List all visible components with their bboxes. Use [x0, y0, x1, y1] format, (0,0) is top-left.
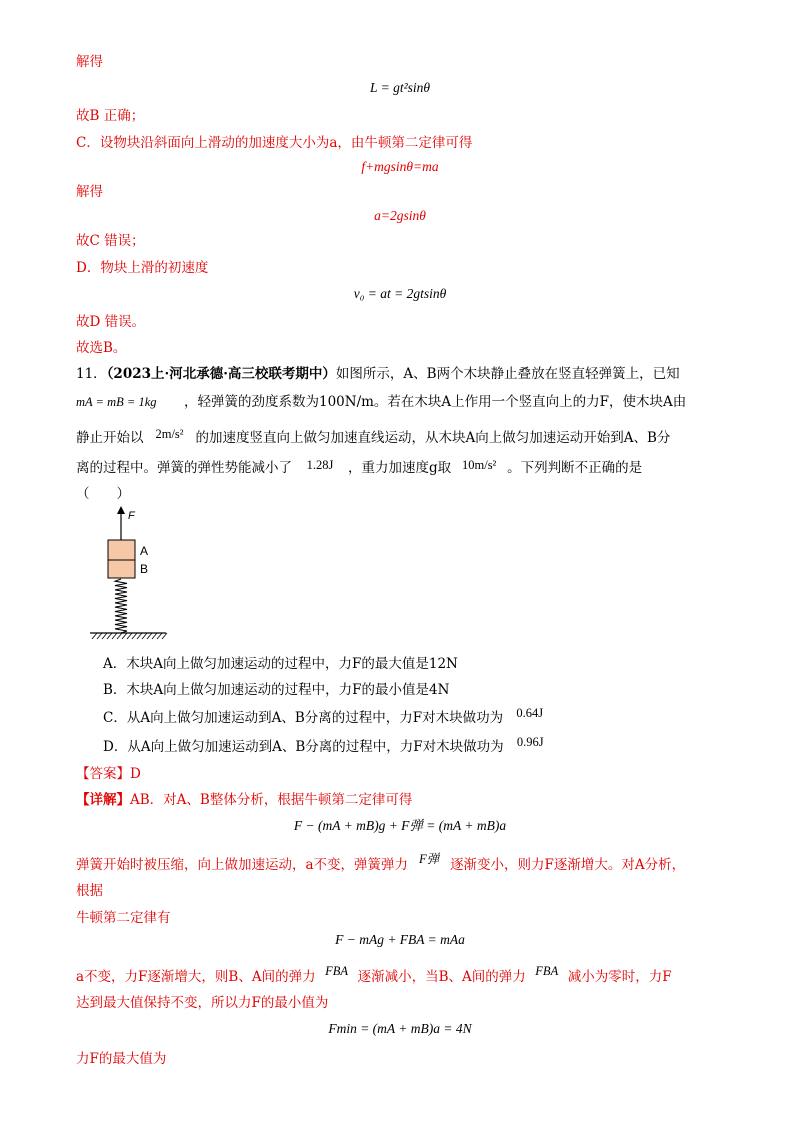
- detail-line-2: [76, 852, 686, 875]
- solution-line-jiede: 解得: [76, 54, 103, 70]
- detail-line-1: [76, 790, 412, 810]
- block-a: [108, 540, 135, 560]
- hatch-line: [97, 633, 102, 639]
- solution-line-d-wrong: 故D 错误。: [76, 314, 146, 330]
- question-number: 11．: [76, 366, 107, 382]
- acceleration-value: 2m/s²: [155, 427, 184, 441]
- detail-line-7: 力F的最大值为: [76, 1051, 167, 1067]
- solution-line-d-intro: D．物块上滑的初速度: [76, 260, 209, 276]
- spring: [115, 579, 127, 633]
- detail-line-5: [76, 964, 672, 987]
- solution-line-jiede-2: 解得: [76, 184, 103, 200]
- question-11-line-4: [76, 458, 642, 478]
- hatch-line: [107, 633, 112, 639]
- hatch-line: [137, 633, 142, 639]
- solution-line-b-correct: 故B 正确；: [76, 108, 145, 124]
- force-label: F: [128, 510, 135, 522]
- solution-line-c-wrong: 故C 错误；: [76, 233, 145, 249]
- gravity-value: 10m/s²: [462, 458, 497, 472]
- question-source: （2023上·河北承德·高三校联考期中）: [106, 366, 336, 382]
- option-d-text: D．从A向上做匀加速运动到A、B分离的过程中，力F对木块做功为: [103, 739, 504, 755]
- fba-symbol-1: FBA: [325, 964, 349, 978]
- mass-equation: mA = mB = 1kg: [76, 395, 157, 409]
- energy-value: 1.28J: [306, 458, 334, 472]
- detail-tag: 【详解】: [76, 792, 130, 808]
- option-d-value: 0.96J: [516, 735, 544, 749]
- question-11-line-2: [76, 392, 686, 412]
- question-text: 如图所示，A、B两个木块静止叠放在竖直轻弹簧上，已知: [335, 366, 680, 382]
- block-a-label: A: [140, 544, 149, 558]
- solution-line-choose-b: 故选B。: [76, 340, 127, 356]
- ground-hatch: [92, 633, 167, 639]
- answer-blank: （ ）: [76, 486, 130, 502]
- hatch-line: [117, 633, 122, 639]
- question-text: 离的过程中。弹簧的弹性势能减小了: [76, 460, 292, 476]
- question-text: 静止开始以: [76, 430, 144, 446]
- option-c-value: 0.64J: [516, 706, 544, 720]
- spring-blocks-figure: [88, 505, 168, 645]
- equation-2: F − mAg + FBA = mAa: [335, 932, 465, 947]
- question-text: 。下列判断不正确的是: [507, 460, 643, 476]
- option-c: [103, 708, 543, 728]
- spring-force-symbol: F弹: [418, 852, 440, 866]
- block-b-label: B: [140, 562, 149, 576]
- question-11-line-1: [76, 364, 680, 384]
- answer-line: 【答案】D: [76, 766, 141, 782]
- solution-line-c-intro: C．设物块沿斜面向上滑动的加速度大小为a，由牛顿第二定律可得: [76, 135, 473, 151]
- equation-1: F − (mA + mB)g + F弹 = (mA + mB)a: [293, 818, 507, 833]
- equation-newton: f+mgsinθ=ma: [361, 159, 439, 174]
- equation-v0: v₀ = at = 2gtsinθ: [353, 286, 447, 301]
- detail-line-3: 根据: [76, 883, 103, 899]
- hatch-line: [112, 633, 117, 639]
- detail-text: 弹簧开始时被压缩，向上做加速运动，a不变，弹簧弹力: [76, 857, 409, 873]
- hatch-line: [132, 633, 137, 639]
- force-arrow-head: [117, 506, 125, 514]
- question-text: ，轻弹簧的劲度系数为100N/m。若在木块A上作用一个竖直向上的力F，使木块A由: [184, 394, 687, 410]
- hatch-line: [162, 633, 167, 639]
- fba-symbol-2: FBA: [535, 964, 559, 978]
- hatch-line: [147, 633, 152, 639]
- detail-line-4: 牛顿第二定律有: [76, 910, 171, 926]
- equation-a: a=2gsinθ: [374, 208, 426, 223]
- detail-text: AB．对A、B整体分析，根据牛顿第二定律可得: [130, 792, 413, 808]
- spring-coil: [115, 579, 127, 633]
- hatch-line: [127, 633, 132, 639]
- question-text: 的加速度竖直向上做匀加速直线运动，从木块A向上做匀加速运动开始到A、B分: [195, 430, 671, 446]
- hatch-line: [157, 633, 162, 639]
- hatch-line: [92, 633, 97, 639]
- hatch-line: [102, 633, 107, 639]
- detail-text: 减小为零时，力F: [567, 969, 672, 985]
- hatch-line: [142, 633, 147, 639]
- detail-line-6: 达到最大值保持不变，所以力F的最小值为: [76, 995, 329, 1011]
- hatch-line: [152, 633, 157, 639]
- option-a: A．木块A向上做匀加速运动的过程中，力F的最大值是12N: [103, 656, 458, 672]
- question-11-line-3: [76, 428, 670, 448]
- option-d: [103, 737, 544, 757]
- question-text: ，重力加速度g取: [348, 460, 452, 476]
- detail-text: 逐渐变小，则力F逐渐增大。对A分析，: [450, 857, 686, 873]
- equation-L: L = gt²sinθ: [369, 80, 431, 95]
- equation-3: Fmin = (mA + mB)a = 4N: [328, 1021, 472, 1036]
- detail-text: a不变，力F逐渐增大，则B、A间的弹力: [76, 969, 316, 985]
- option-b: B．木块A向上做匀加速运动的过程中，力F的最小值是4N: [103, 682, 450, 698]
- option-c-text: C．从A向上做匀加速运动到A、B分离的过程中，力F对木块做功为: [103, 710, 504, 726]
- hatch-line: [122, 633, 127, 639]
- detail-text: 逐渐减小，当B、A间的弹力: [357, 969, 526, 985]
- block-b: [108, 560, 135, 578]
